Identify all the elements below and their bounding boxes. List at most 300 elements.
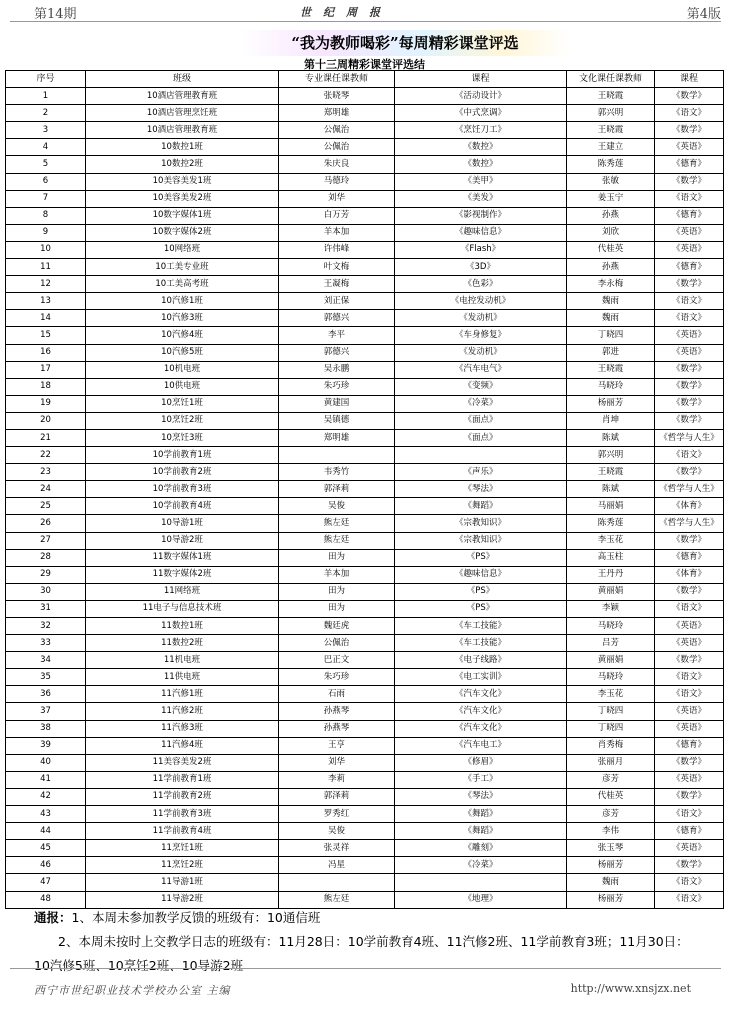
table-row	[6, 515, 724, 532]
edition-number: 第4版	[686, 7, 721, 22]
table-cell: 《英语》	[655, 720, 724, 737]
table-cell: 16	[6, 344, 86, 361]
table-cell: 王晓霞	[567, 361, 655, 378]
table-cell: 《数学》	[655, 378, 724, 395]
table-cell: 郭兴明	[567, 447, 655, 464]
table-cell: 《英语》	[655, 224, 724, 241]
table-cell: 公佩治	[279, 122, 395, 139]
table-row	[6, 874, 724, 891]
table-row	[6, 857, 724, 874]
table-cell: 11数字媒体1班	[86, 549, 279, 566]
table-row	[6, 88, 724, 105]
table-cell: 10美容美发1班	[86, 173, 279, 190]
table-cell: 《色彩》	[395, 276, 567, 293]
table-cell: 10学前教育4班	[86, 498, 279, 515]
table-cell: 《雕刻》	[395, 840, 567, 857]
table-cell: 45	[6, 840, 86, 857]
table-cell: 《数控》	[395, 139, 567, 156]
table-cell: 42	[6, 788, 86, 805]
table-row	[6, 293, 724, 310]
table-cell: 《哲学与人生》	[655, 429, 724, 446]
table-cell: 白万芳	[279, 207, 395, 224]
table-row	[6, 788, 724, 805]
table-cell: 7	[6, 190, 86, 207]
table-cell: 《英语》	[655, 327, 724, 344]
table-cell: 《语文》	[655, 669, 724, 686]
table-row	[6, 737, 724, 754]
table-cell: 丁晓四	[567, 703, 655, 720]
table-row	[6, 549, 724, 566]
table-cell: 《车工技能》	[395, 618, 567, 635]
table-row	[6, 669, 724, 686]
table-cell: 10导游1班	[86, 515, 279, 532]
table-cell: 《体育》	[655, 566, 724, 583]
table-cell: 10工美高考班	[86, 276, 279, 293]
table-cell: 熊左廷	[279, 515, 395, 532]
table-cell: 马晓玲	[567, 378, 655, 395]
table-row	[6, 310, 724, 327]
table-cell: 《电子线路》	[395, 652, 567, 669]
table-cell: 34	[6, 652, 86, 669]
table-cell: 11数字媒体2班	[86, 566, 279, 583]
table-cell: 肖秀梅	[567, 737, 655, 754]
table-cell: 10酒店管理教育班	[86, 88, 279, 105]
table-row	[6, 276, 724, 293]
table-cell: 《汽车文化》	[395, 686, 567, 703]
table-cell: 郑明雄	[279, 105, 395, 122]
table-cell: 许伟峰	[279, 241, 395, 258]
notice-item-1: 1、本周未参加教学反馈的班级有：10通信班	[71, 910, 321, 925]
table-cell: 17	[6, 361, 86, 378]
header-rule	[10, 21, 721, 22]
table-cell: 《美发》	[395, 190, 567, 207]
page-footer	[0, 968, 729, 1008]
table-cell: 《英语》	[655, 344, 724, 361]
table-cell: 《数学》	[655, 464, 724, 481]
table-cell: 陈秀莲	[567, 156, 655, 173]
table-cell: 熊左廷	[279, 891, 395, 908]
table-cell: 郭泽莉	[279, 481, 395, 498]
table-cell: 12	[6, 276, 86, 293]
table-cell: 朱庆良	[279, 156, 395, 173]
table-cell: 《数学》	[655, 754, 724, 771]
table-row	[6, 105, 724, 122]
table-cell: 11供电班	[86, 669, 279, 686]
table-cell: 11学前教育1班	[86, 771, 279, 788]
table-cell: 马丽娟	[567, 498, 655, 515]
table-cell: 29	[6, 566, 86, 583]
table-subtitle: 第十三周精彩课堂评选结	[304, 58, 425, 71]
table-cell: 马德玲	[279, 173, 395, 190]
table-cell: 15	[6, 327, 86, 344]
table-cell: 张丽月	[567, 754, 655, 771]
table-cell: 43	[6, 806, 86, 823]
table-cell: 《宗教知识》	[395, 532, 567, 549]
table-cell: 孙燕琴	[279, 720, 395, 737]
table-cell: 《数学》	[655, 88, 724, 105]
table-cell: 《数学》	[655, 122, 724, 139]
table-cell: 24	[6, 481, 86, 498]
table-cell: 《德育》	[655, 549, 724, 566]
column-header: 课程	[395, 71, 567, 88]
table-cell: 11汽修2班	[86, 703, 279, 720]
table-cell: 吴镇德	[279, 412, 395, 429]
table-cell: 11汽修1班	[86, 686, 279, 703]
table-cell: 李颖	[567, 600, 655, 617]
table-cell: 《活动设计》	[395, 88, 567, 105]
table-cell: 《数学》	[655, 532, 724, 549]
table-cell: 10数字媒体2班	[86, 224, 279, 241]
table-row	[6, 344, 724, 361]
table-row	[6, 618, 724, 635]
table-cell: 王晓霞	[567, 88, 655, 105]
table-cell: 《语文》	[655, 600, 724, 617]
table-row	[6, 652, 724, 669]
table-cell: 《Flash》	[395, 241, 567, 258]
table-row	[6, 686, 724, 703]
table-cell: 孙燕	[567, 259, 655, 276]
table-cell: 11学前教育2班	[86, 788, 279, 805]
table-cell: 《中式烹调》	[395, 105, 567, 122]
table-cell: 熊左廷	[279, 532, 395, 549]
table-cell: 10数控2班	[86, 156, 279, 173]
table-cell: 《数学》	[655, 857, 724, 874]
table-cell: 11数控2班	[86, 635, 279, 652]
table-cell: 《声乐》	[395, 464, 567, 481]
table-cell: 《面点》	[395, 412, 567, 429]
table-cell: 10学前教育2班	[86, 464, 279, 481]
editor-office: 西宁市世纪职业技术学校办公室 主编	[34, 984, 231, 997]
table-cell: 巴正文	[279, 652, 395, 669]
table-cell: 张晓琴	[279, 88, 395, 105]
table-cell: 《变频》	[395, 378, 567, 395]
table-cell: 37	[6, 703, 86, 720]
table-cell: 《汽车电工》	[395, 737, 567, 754]
table-cell: 11汽修3班	[86, 720, 279, 737]
table-cell: 20	[6, 412, 86, 429]
table-row	[6, 806, 724, 823]
table-cell: 36	[6, 686, 86, 703]
table-cell: 王晓霞	[567, 122, 655, 139]
table-cell: 《数学》	[655, 412, 724, 429]
table-cell: 《德育》	[655, 156, 724, 173]
table-cell: 10	[6, 241, 86, 258]
table-row	[6, 481, 724, 498]
table-cell: 《英语》	[655, 139, 724, 156]
table-cell: 《宗教知识》	[395, 515, 567, 532]
table-cell: 11学前教育3班	[86, 806, 279, 823]
table-cell: 李莉	[279, 771, 395, 788]
table-cell: 《冷菜》	[395, 395, 567, 412]
table-cell: 郑明雄	[279, 429, 395, 446]
table-row	[6, 190, 724, 207]
table-cell	[395, 874, 567, 891]
column-header: 课程	[655, 71, 724, 88]
table-cell: 44	[6, 823, 86, 840]
table-cell: 羊本加	[279, 224, 395, 241]
table-cell: 《美甲》	[395, 173, 567, 190]
table-cell: 《数学》	[655, 173, 724, 190]
table-cell: 朱巧珍	[279, 378, 395, 395]
table-cell: 黄建国	[279, 395, 395, 412]
notice-line-1	[34, 906, 704, 930]
table-cell: 《汽车文化》	[395, 703, 567, 720]
table-cell: 魏雨	[567, 874, 655, 891]
results-table	[5, 70, 724, 909]
table-cell: 11导游2班	[86, 891, 279, 908]
table-cell: 刘正保	[279, 293, 395, 310]
table-cell: 《发动机》	[395, 310, 567, 327]
table-cell	[395, 447, 567, 464]
table-cell: 叶文梅	[279, 259, 395, 276]
table-cell: 刘欣	[567, 224, 655, 241]
table-cell: 《英语》	[655, 241, 724, 258]
table-cell: 王晓霞	[567, 464, 655, 481]
table-row	[6, 412, 724, 429]
table-cell: 《影视制作》	[395, 207, 567, 224]
table-cell: 1	[6, 88, 86, 105]
table-cell: 10汽修4班	[86, 327, 279, 344]
table-cell: 吕芳	[567, 635, 655, 652]
table-cell: 《舞蹈》	[395, 823, 567, 840]
table-row	[6, 771, 724, 788]
table-cell: 王丹丹	[567, 566, 655, 583]
table-cell: 《语文》	[655, 310, 724, 327]
table-cell	[279, 874, 395, 891]
table-cell: 10烹饪2班	[86, 412, 279, 429]
table-cell: 《舞蹈》	[395, 806, 567, 823]
table-cell: 王凝梅	[279, 276, 395, 293]
table-cell: 郭进	[567, 344, 655, 361]
table-cell: 《3D》	[395, 259, 567, 276]
table-cell: 19	[6, 395, 86, 412]
table-cell: 杨丽芳	[567, 891, 655, 908]
table-cell: 10学前教育1班	[86, 447, 279, 464]
table-cell: 郭兴明	[567, 105, 655, 122]
issue-number: 第14期	[34, 7, 77, 22]
table-cell: 《数学》	[655, 583, 724, 600]
table-cell: 《手工》	[395, 771, 567, 788]
table-cell: 5	[6, 156, 86, 173]
column-header: 文化课任课教师	[567, 71, 655, 88]
table-cell: 吴永鹏	[279, 361, 395, 378]
table-cell: 11学前教育4班	[86, 823, 279, 840]
table-row	[6, 464, 724, 481]
table-row	[6, 429, 724, 446]
table-cell: 47	[6, 874, 86, 891]
table-row	[6, 241, 724, 258]
table-cell: 代桂英	[567, 241, 655, 258]
table-cell: 10工美专业班	[86, 259, 279, 276]
table-cell: 陈秀莲	[567, 515, 655, 532]
table-row	[6, 823, 724, 840]
table-cell: 《车身修复》	[395, 327, 567, 344]
column-header: 专业课任课教师	[279, 71, 395, 88]
table-cell: 《英语》	[655, 771, 724, 788]
table-cell: 30	[6, 583, 86, 600]
table-row	[6, 566, 724, 583]
table-row	[6, 840, 724, 857]
table-cell: 《发动机》	[395, 344, 567, 361]
table-cell: 黄丽娟	[567, 652, 655, 669]
table-cell: 冯星	[279, 857, 395, 874]
page-header	[0, 0, 729, 22]
table-cell: 11汽修4班	[86, 737, 279, 754]
table-cell: 28	[6, 549, 86, 566]
table-row	[6, 122, 724, 139]
table-cell: 李永梅	[567, 276, 655, 293]
table-cell: 《电控发动机》	[395, 293, 567, 310]
table-row	[6, 447, 724, 464]
table-cell: 11数控1班	[86, 618, 279, 635]
table-cell: 刘华	[279, 190, 395, 207]
table-cell: 《语文》	[655, 105, 724, 122]
table-cell: 《汽车电气》	[395, 361, 567, 378]
table-cell: 26	[6, 515, 86, 532]
table-cell: 彦芳	[567, 806, 655, 823]
table-cell: 《趣味信息》	[395, 566, 567, 583]
table-cell: 杨丽芳	[567, 395, 655, 412]
table-header-row	[6, 71, 724, 88]
table-cell: 10酒店管理教育班	[86, 122, 279, 139]
table-cell: 《地理》	[395, 891, 567, 908]
table-cell: 《德育》	[655, 737, 724, 754]
table-cell: 40	[6, 754, 86, 771]
table-cell: 姜玉宁	[567, 190, 655, 207]
website-url: http://www.xnsjzx.net	[570, 982, 691, 995]
table-row	[6, 498, 724, 515]
table-cell: 《数学》	[655, 361, 724, 378]
table-cell: 33	[6, 635, 86, 652]
table-cell: 田为	[279, 600, 395, 617]
table-cell: 《电工实训》	[395, 669, 567, 686]
table-cell: 张灵祥	[279, 840, 395, 857]
table-cell: 魏雨	[567, 293, 655, 310]
table-cell: 陈斌	[567, 481, 655, 498]
table-cell: 11网络班	[86, 583, 279, 600]
table-cell: 《冷菜》	[395, 857, 567, 874]
table-row	[6, 720, 724, 737]
table-cell: 《面点》	[395, 429, 567, 446]
table-cell: 23	[6, 464, 86, 481]
table-cell: 22	[6, 447, 86, 464]
table-cell: 13	[6, 293, 86, 310]
table-cell: 彦芳	[567, 771, 655, 788]
table-cell: 郭泽莉	[279, 788, 395, 805]
table-cell: 35	[6, 669, 86, 686]
table-cell: 11导游1班	[86, 874, 279, 891]
table-row	[6, 327, 724, 344]
table-cell: 刘华	[279, 754, 395, 771]
table-cell: 《英语》	[655, 840, 724, 857]
table-cell: 11烹饪1班	[86, 840, 279, 857]
table-cell: 《语文》	[655, 874, 724, 891]
table-cell: 张敏	[567, 173, 655, 190]
table-cell: 《语文》	[655, 806, 724, 823]
table-row	[6, 139, 724, 156]
table-cell: 3	[6, 122, 86, 139]
notice-label: 通报：	[34, 910, 72, 925]
table-cell: 25	[6, 498, 86, 515]
table-row	[6, 224, 724, 241]
table-cell: 《语文》	[655, 686, 724, 703]
table-cell: 10数控1班	[86, 139, 279, 156]
table-cell: 46	[6, 857, 86, 874]
table-cell: 《德育》	[655, 823, 724, 840]
table-cell: 《英语》	[655, 618, 724, 635]
table-cell: 王建立	[567, 139, 655, 156]
table-cell: 《汽车文化》	[395, 720, 567, 737]
table-cell: 孙燕	[567, 207, 655, 224]
table-cell: 10酒店管理烹饪班	[86, 105, 279, 122]
table-cell: 39	[6, 737, 86, 754]
table-cell: 田为	[279, 583, 395, 600]
table-cell: 《语文》	[655, 891, 724, 908]
table-cell: 《舞蹈》	[395, 498, 567, 515]
table-cell: 14	[6, 310, 86, 327]
table-cell: 代桂英	[567, 788, 655, 805]
table-cell: 4	[6, 139, 86, 156]
table-cell: 41	[6, 771, 86, 788]
table-cell: 10网络班	[86, 241, 279, 258]
table-cell: 《数学》	[655, 652, 724, 669]
page-title: “我为教师喝彩”每周精彩课堂评选	[240, 30, 570, 56]
table-cell: 李玉花	[567, 532, 655, 549]
table-cell: 10汽修3班	[86, 310, 279, 327]
table-cell: 21	[6, 429, 86, 446]
table-cell: 《车工技能》	[395, 635, 567, 652]
table-cell: 《数学》	[655, 276, 724, 293]
table-cell: 18	[6, 378, 86, 395]
table-cell: 38	[6, 720, 86, 737]
table-cell: 孙燕琴	[279, 703, 395, 720]
table-cell: 魏雨	[567, 310, 655, 327]
table-row	[6, 207, 724, 224]
table-cell: 《琴法》	[395, 481, 567, 498]
table-cell: 马晓玲	[567, 669, 655, 686]
table-cell: 《体育》	[655, 498, 724, 515]
table-cell: 10汽修1班	[86, 293, 279, 310]
table-cell: 10烹饪3班	[86, 429, 279, 446]
table-cell: 6	[6, 173, 86, 190]
table-cell: 《数学》	[655, 395, 724, 412]
table-cell: 《PS》	[395, 549, 567, 566]
table-cell: 丁晓四	[567, 327, 655, 344]
table-cell: 《趣味信息》	[395, 224, 567, 241]
table-cell: 10烹饪1班	[86, 395, 279, 412]
table-cell: 11电子与信息技术班	[86, 600, 279, 617]
table-cell: 《烹饪刀工》	[395, 122, 567, 139]
table-cell: 《PS》	[395, 583, 567, 600]
table-cell: 10美容美发2班	[86, 190, 279, 207]
table-cell: 11机电班	[86, 652, 279, 669]
table-cell: 杨丽芳	[567, 857, 655, 874]
table-cell: 10供电班	[86, 378, 279, 395]
table-cell: 黄丽娟	[567, 583, 655, 600]
table-cell: 高玉柱	[567, 549, 655, 566]
table-cell: 王亨	[279, 737, 395, 754]
table-cell: 《数学》	[655, 788, 724, 805]
table-cell: 石雨	[279, 686, 395, 703]
table-cell: 吴俊	[279, 823, 395, 840]
table-row	[6, 583, 724, 600]
table-cell: 《数控》	[395, 156, 567, 173]
table-row	[6, 532, 724, 549]
table-cell: 郭德兴	[279, 310, 395, 327]
table-cell: 李玉花	[567, 686, 655, 703]
table-cell: 魏廷虎	[279, 618, 395, 635]
table-cell: 10学前教育3班	[86, 481, 279, 498]
